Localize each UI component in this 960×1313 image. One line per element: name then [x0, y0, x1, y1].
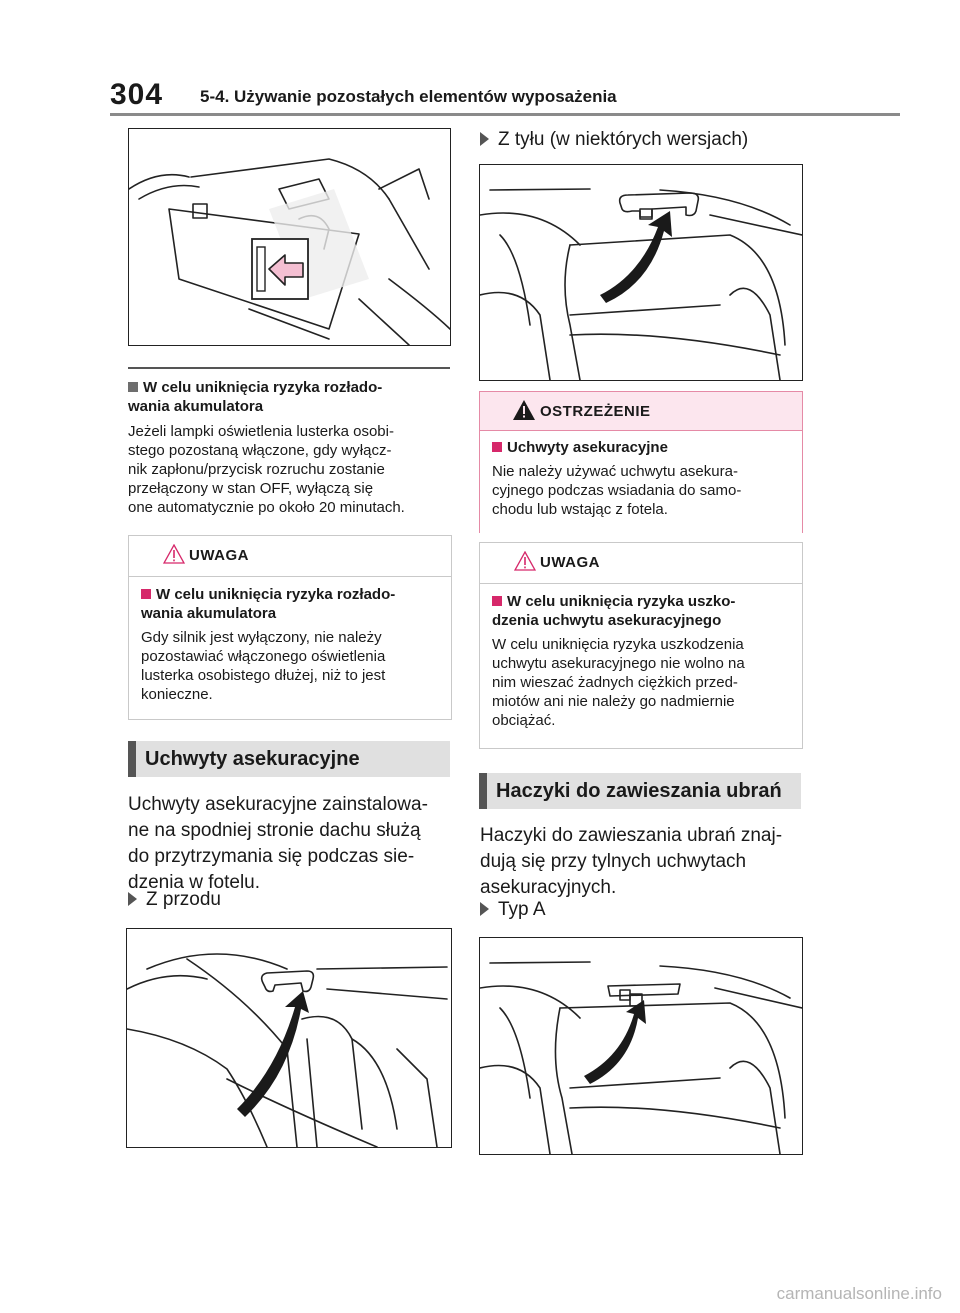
triangle-bullet-icon	[480, 132, 489, 146]
vanity-light-illustration	[128, 128, 451, 346]
warning-caption	[480, 392, 802, 431]
caution-heading: W celu uniknięcia ryzyka uszko- dzenia uchwytu asekuracyjnego	[492, 593, 736, 629]
warning-heading: Uchwyty asekuracyjne	[492, 438, 790, 457]
square-bullet-icon	[128, 382, 138, 392]
page-number: 304	[110, 78, 164, 111]
square-bullet-icon	[492, 596, 502, 606]
warning-triangle-icon	[512, 399, 536, 421]
front-handle-drawing	[127, 929, 451, 1147]
header-divider	[110, 113, 900, 116]
caution-triangle-icon	[514, 551, 536, 571]
caution-caption	[480, 543, 802, 584]
caution-triangle-icon	[163, 544, 185, 564]
section-title: Haczyki do zawieszania ubrań	[496, 780, 782, 802]
bullet-rear: Z tyłu (w niektórych wersjach)	[480, 128, 748, 152]
section-header-grab-handles	[128, 741, 450, 777]
caution-label: UWAGA	[540, 554, 600, 571]
curved-arrow-icon	[237, 991, 309, 1117]
caution-text: Gdy silnik jest wyłączony, nie należy pozostawiać włączonego oświetlenia lusterka osobistego dłużej, niż to jest konieczne.	[141, 629, 386, 703]
warning-box	[479, 391, 803, 533]
section-header-coat-hooks	[479, 773, 801, 809]
front-grab-handle-illustration	[126, 928, 452, 1148]
caution-text: W celu uniknięcia ryzyka uszkodzenia uchwytu asekuracyjnego nie wolno na nim wieszać żadnych ciężkich przed- miotów ani nie należy go nadmiernie obciążać.	[492, 636, 745, 729]
curved-arrow-icon	[584, 1000, 646, 1084]
watermark: carmanualsonline.info	[776, 1284, 942, 1303]
triangle-bullet-icon	[128, 892, 137, 906]
square-bullet-icon	[141, 589, 151, 599]
triangle-bullet-icon	[480, 902, 489, 916]
caution-box-handle	[479, 542, 803, 749]
caution-caption	[129, 536, 451, 577]
rear-handle-drawing	[480, 165, 802, 380]
curved-arrow-icon	[600, 211, 672, 303]
battery-note-text: Jeżeli lampki oświetlenia lusterka osobi- stego pozostaną włączone, gdy wyłącz- nik zapłonu/przycisk rozruchu zostanie przełączony w stan OFF, wyłączą się one automatycznie po około 20 minutach.	[128, 423, 405, 516]
bullet-type-a: Typ A	[480, 898, 546, 922]
bullet-front: Z przodu	[128, 888, 221, 912]
caution-label: UWAGA	[189, 547, 249, 564]
square-bullet-icon	[492, 442, 502, 452]
section-text: Haczyki do zawieszania ubrań znaj- dują się przy tylnych uchwytach asekuracyjnych.	[480, 825, 783, 898]
caution-heading: W celu uniknięcia ryzyka rozłado- wania akumulatora	[141, 586, 396, 622]
section-title: Uchwyty asekuracyjne	[145, 748, 360, 770]
battery-note-heading: W celu uniknięcia ryzyka rozłado- wania akumulatora	[128, 379, 383, 415]
coat-hook-drawing	[480, 938, 802, 1154]
rear-grab-handle-illustration	[479, 164, 803, 381]
chapter-title: 5-4. Używanie pozostałych elementów wyposażenia	[200, 87, 617, 106]
divider	[128, 367, 450, 369]
coat-hook-illustration	[479, 937, 803, 1155]
warning-text: Nie należy używać uchwytu asekura- cyjnego podczas wsiadania do samo- chodu lub wstając z fotela.	[492, 463, 742, 518]
section-text: Uchwyty asekuracyjne zainstalowa- ne na spodniej stronie dachu służą do przytrzymania się podczas sie- dzenia w fotelu.	[128, 794, 428, 893]
warning-label: OSTRZEŻENIE	[540, 403, 651, 420]
caution-box-battery	[128, 535, 452, 720]
sun-visor-drawing	[129, 129, 450, 345]
